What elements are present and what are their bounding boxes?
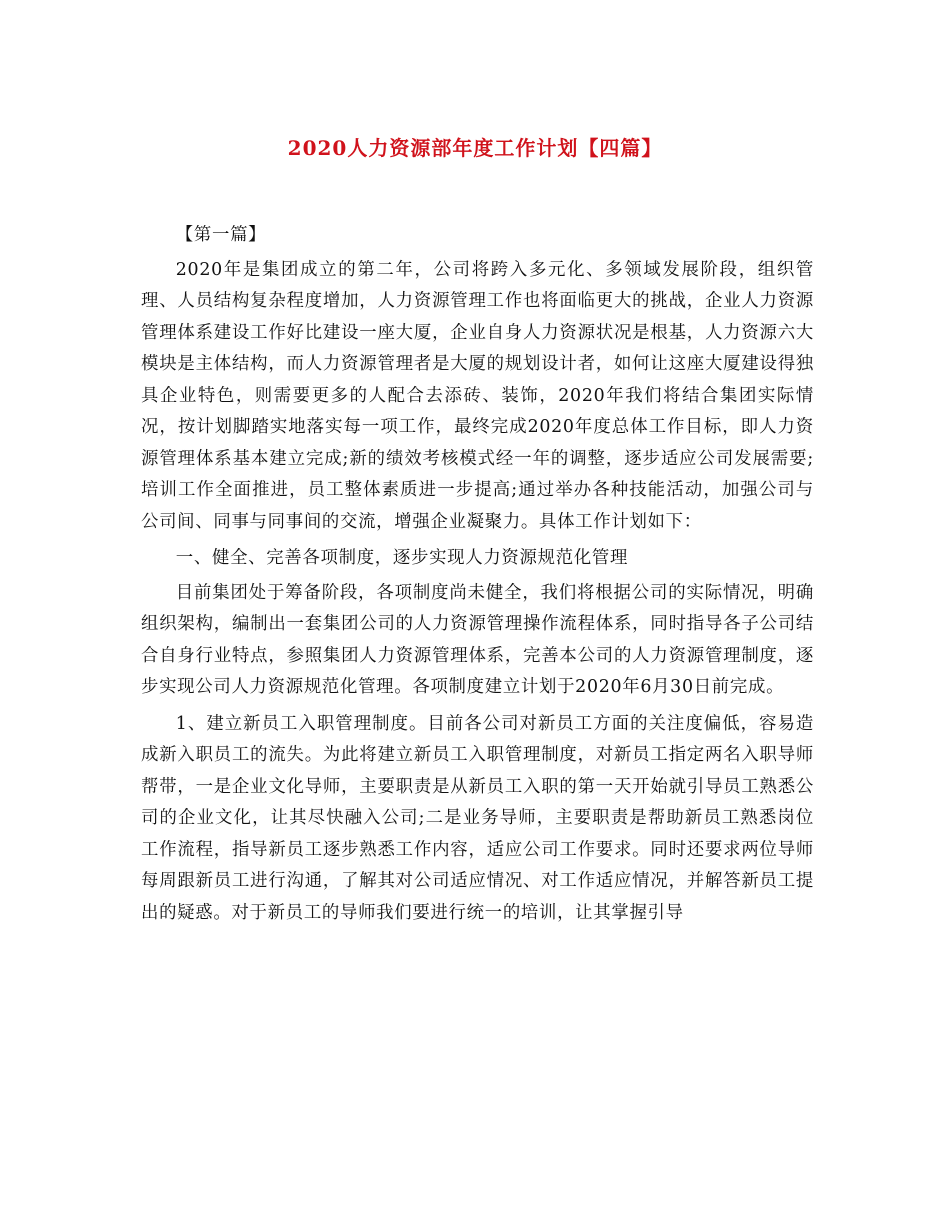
section-heading: 一、健全、完善各项制度，逐步实现人力资源规范化管理 [175,548,629,568]
paragraph: 1、建立新员工入职管理制度。目前各公司对新员工方面的关注度偏低，容易造成新入职员工的流失。为此将建立新员工入职管理制度，对新员工指定两名入职导师帮带，一是企业文化导师，主要职责是从新员工入职的第一天开始就引导员工熟悉公司的企业文化，让其尽快融入公司;二是业务导师，主要职责是帮助新员工熟悉岗位工作流程，指导新员工逐步熟悉工作内容，适应公司工作要求。同时还要求两位导师每周跟新员工进行沟通，了解其对公司适应情况、对工作适应情况，并解答新员工提出的疑惑。对于新员工的导师我们要进行统一的培训，让其掌握引导 [141,713,814,923]
section-heading: 【第一篇】 [175,225,267,245]
paragraph: 2020年是集团成立的第二年，公司将跨入多元化、多领域发展阶段，组织管理、人员结构复杂程度增加，人力资源管理工作也将面临更大的挑战，企业人力资源管理体系建设工作好比建设一座大厦，企业自身人力资源状况是根基，人力资源六大模块是主体结构，而人力资源管理者是大厦的规划设计者，如何让这座大厦建设得独具企业特色，则需要更多的人配合去添砖、装饰，2020年我们将结合集团实际情况，按计划脚踏实地落实每一项工作，最终完成2020年度总体工作目标，即人力资源管理体系基本建立完成;新的绩效考核模式经一年的调整，逐步适应公司发展需要;培训工作全面推进，员工整体素质进一步提高;通过举办各种技能活动，加强公司与公司间、同事与同事间的交流，增强企业凝聚力。具体工作计划如下： [141,259,814,532]
paragraph: 目前集团处于筹备阶段，各项制度尚未健全，我们将根据公司的实际情况，明确组织架构，编制出一套集团公司的人力资源管理操作流程体系，同时指导各子公司结合自身行业特点，参照集团人力资源管理体系，完善本公司的人力资源管理制度，逐步实现公司人力资源规范化管理。各项制度建立计划于2020年6月30日前完成。 [141,582,814,697]
document-title: 2020人力资源部年度工作计划【四篇】 [287,136,663,160]
document-body [141,220,814,934]
